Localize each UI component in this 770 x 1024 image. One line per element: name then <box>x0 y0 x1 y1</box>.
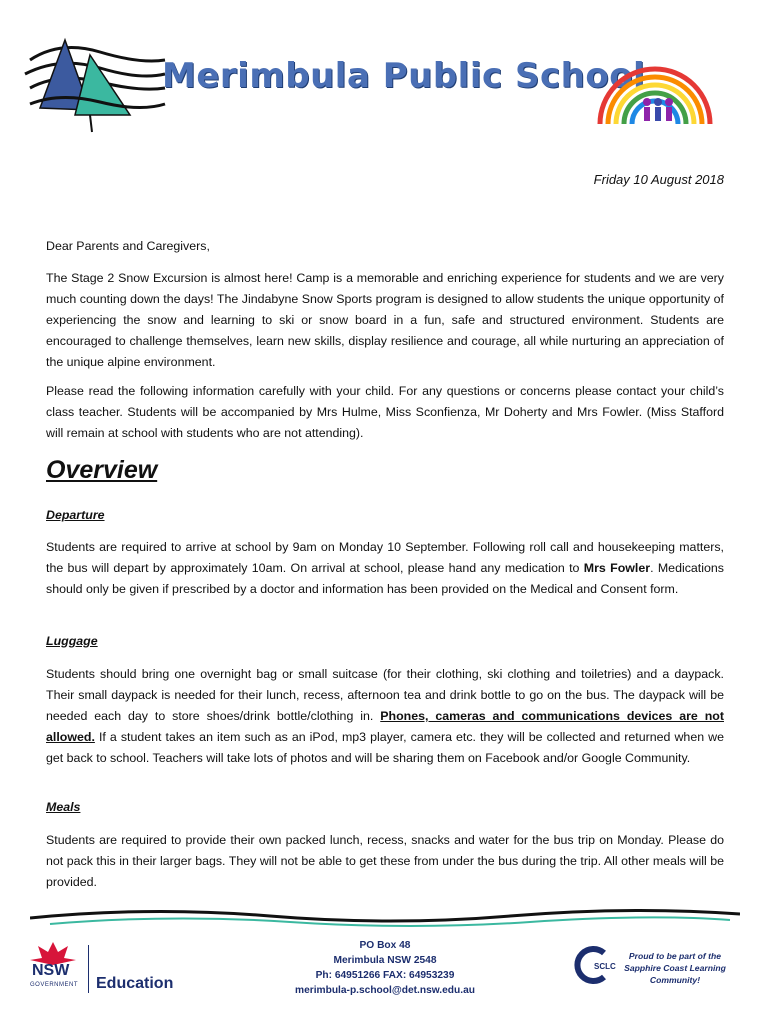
luggage-paragraph: Students should bring one overnight bag or small suitcase (for their clothing, ski clothing and toiletries) and a daypack. Their small daypack is needed for their lunch, recess, afternoon tea and drink bottle to go on the bus. The daypack will be needed each day to store shoes/drink bottle/clothing in. Phones, cameras and communications devices are not allowed. If a student takes an item such as an iPod, mp3 player, camera etc. they will be collected and returned when we get back to school. Teachers will take lots of photos and will be sharing them on Facebook and/or Google Community. <box>46 667 724 765</box>
intro-paragraph: The Stage 2 Snow Excursion is almost here! Camp is a memorable and enriching experience for students and we are very much counting down the days! The Jindabyne Snow Sports program is designed to allow students the unique opportunity of experiencing the snow and learning to ski or snow board in a fun, safe and structured environment. Students are encouraged to challenge themselves, learn new skills, display resilience and courage, all while nurturing an appreciation of the unique alpine environment. <box>46 271 724 369</box>
info-paragraph: Please read the following information carefully with your child. For any questions or concerns please contact your child’s class teacher. Students will be accompanied by Mrs Hulme, Miss Sconfienza, Mr Doherty and Mrs Fowler. (Miss Stafford will remain at school with students who are not attending). <box>46 384 724 440</box>
sailboat-logo-icon <box>20 30 170 140</box>
education-label: Education <box>96 975 174 992</box>
overview-heading: Overview <box>46 456 158 484</box>
letter-date: Friday 10 August 2018 <box>593 172 724 187</box>
nsw-government-label: GOVERNMENT <box>30 982 79 988</box>
address-po-box: PO Box 48 <box>359 940 411 951</box>
devices-warning: Phones, cameras and communications devices are not allowed. <box>46 709 724 744</box>
nsw-wordmark: NSW <box>32 962 70 979</box>
luggage-heading: Luggage <box>46 634 98 648</box>
letterhead <box>0 0 770 160</box>
footer-wave-divider <box>30 902 740 932</box>
sclc-logo-icon <box>570 945 618 985</box>
logo-divider <box>88 945 89 993</box>
departure-heading: Departure <box>46 508 105 522</box>
teacher-name: Mrs Fowler <box>583 561 651 575</box>
address-email: merimbula-p.school@det.nsw.edu.au <box>295 985 475 996</box>
salutation: Dear Parents and Caregivers, <box>46 239 210 253</box>
address-phone-fax: Ph: 64951266 FAX: 64953239 <box>315 970 455 981</box>
address-town: Merimbula NSW 2548 <box>333 955 437 966</box>
meals-heading: Meals <box>46 800 81 814</box>
meals-paragraph: Students are required to provide their own packed lunch, recess, snacks and water for the bus trip on Monday. Please do not pack this in their larger bags. They will not be able to get these from under the bus during the trip. All other meals will be provided. <box>46 833 724 889</box>
departure-paragraph: Students are required to arrive at school by 9am on Monday 10 September. Following roll call and housekeeping matters, the bus will depart by approximately 10am. On arrival at school, please hand any medication to Mrs Fowler. Medications should only be given if prescribed by a doctor and information has been provided on the Medical and Consent form. <box>46 540 724 596</box>
svg-text:SCLC: SCLC <box>594 962 616 971</box>
school-address <box>270 938 500 998</box>
school-name: Merimbula Public School <box>162 56 646 96</box>
sclc-tagline: Proud to be part of the Sapphire Coast Learning Community! <box>624 951 726 985</box>
rainbow-children-icon <box>592 52 717 132</box>
